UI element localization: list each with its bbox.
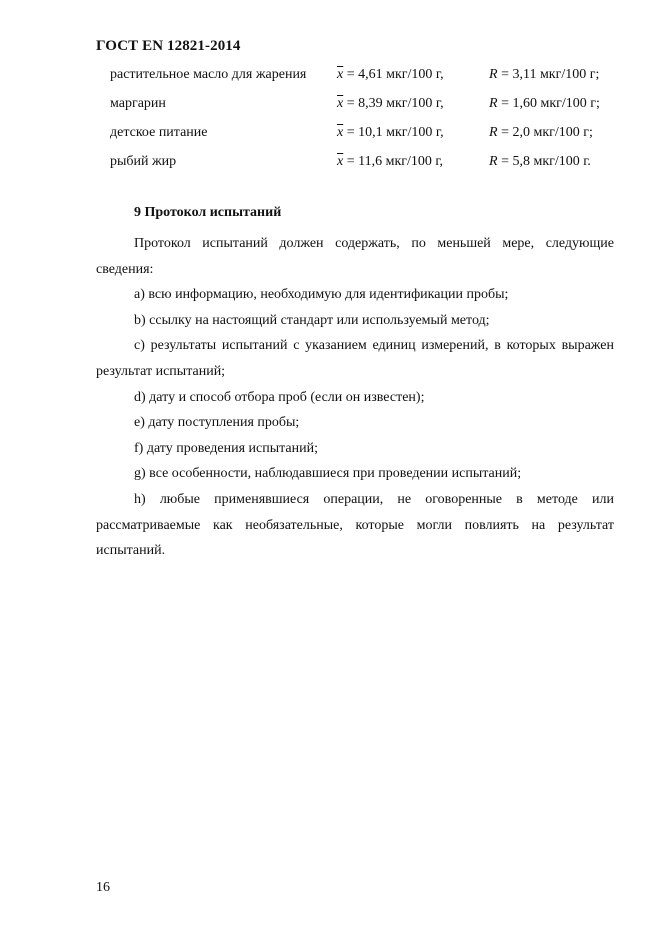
list-item: a) всю информацию, необходимую для идентификации пробы; <box>134 287 509 303</box>
r-symbol: R <box>489 125 498 140</box>
r-symbol: R <box>489 67 498 82</box>
page-number: 16 <box>96 880 110 895</box>
list-item: h) любые применявшиеся операции, не оговоренные в методе или рассматриваемые как необязательные, которые могли повлиять на результат испытаний. <box>96 491 614 559</box>
r-symbol: R <box>489 96 498 111</box>
mean-symbol: $\overline{x}$ <box>337 96 344 111</box>
r-value: = 5,8 мкг/100 г. <box>497 154 591 169</box>
result-mean <box>337 67 444 83</box>
r-symbol: R <box>489 154 498 169</box>
list-item: b) ссылку на настоящий стандарт или используемый метод; <box>134 312 490 328</box>
intro-paragraph: Протокол испытаний должен содержать, по меньшей мере, следующие сведения: <box>96 236 614 277</box>
mean-value: = 8,39 мкг/100 г, <box>343 96 444 111</box>
mean-value: = 4,61 мкг/100 г, <box>343 67 444 82</box>
section-body <box>96 231 614 564</box>
r-value: = 1,60 мкг/100 г; <box>497 96 600 111</box>
result-row <box>0 122 661 151</box>
results-list <box>0 64 661 180</box>
mean-symbol: $\overline{x}$ <box>337 154 344 169</box>
result-mean <box>337 96 444 112</box>
list-item: d) дату и способ отбора проб (если он известен); <box>134 389 425 405</box>
mean-value: = 11,6 мкг/100 г, <box>343 154 444 169</box>
result-product: рыбий жир <box>110 154 177 169</box>
list-item: e) дату поступления пробы; <box>134 415 300 431</box>
result-product: растительное масло для жарения <box>110 67 307 82</box>
r-value: = 2,0 мкг/100 г; <box>497 125 593 140</box>
result-mean <box>337 154 443 170</box>
mean-symbol: $\overline{x}$ <box>337 125 344 140</box>
list-item: c) результаты испытаний с указанием единиц измерений, в которых выражен результат испытаний; <box>96 338 614 379</box>
result-reproducibility <box>489 67 599 83</box>
result-row <box>0 64 661 93</box>
result-product: маргарин <box>110 96 166 111</box>
result-mean <box>337 125 444 141</box>
result-product: детское питание <box>110 125 208 140</box>
result-reproducibility <box>489 96 600 112</box>
list-item: f) дату проведения испытаний; <box>134 440 319 456</box>
section-title: 9 Протокол испытаний <box>134 205 282 220</box>
result-reproducibility <box>489 125 593 141</box>
result-reproducibility <box>489 154 591 170</box>
result-row <box>0 151 661 180</box>
list-item: g) все особенности, наблюдавшиеся при проведении испытаний; <box>134 466 522 482</box>
result-row <box>0 93 661 122</box>
r-value: = 3,11 мкг/100 г; <box>497 67 600 82</box>
mean-value: = 10,1 мкг/100 г, <box>343 125 444 140</box>
document-header: ГОСТ EN 12821-2014 <box>96 38 241 54</box>
mean-symbol: $\overline{x}$ <box>337 67 344 82</box>
